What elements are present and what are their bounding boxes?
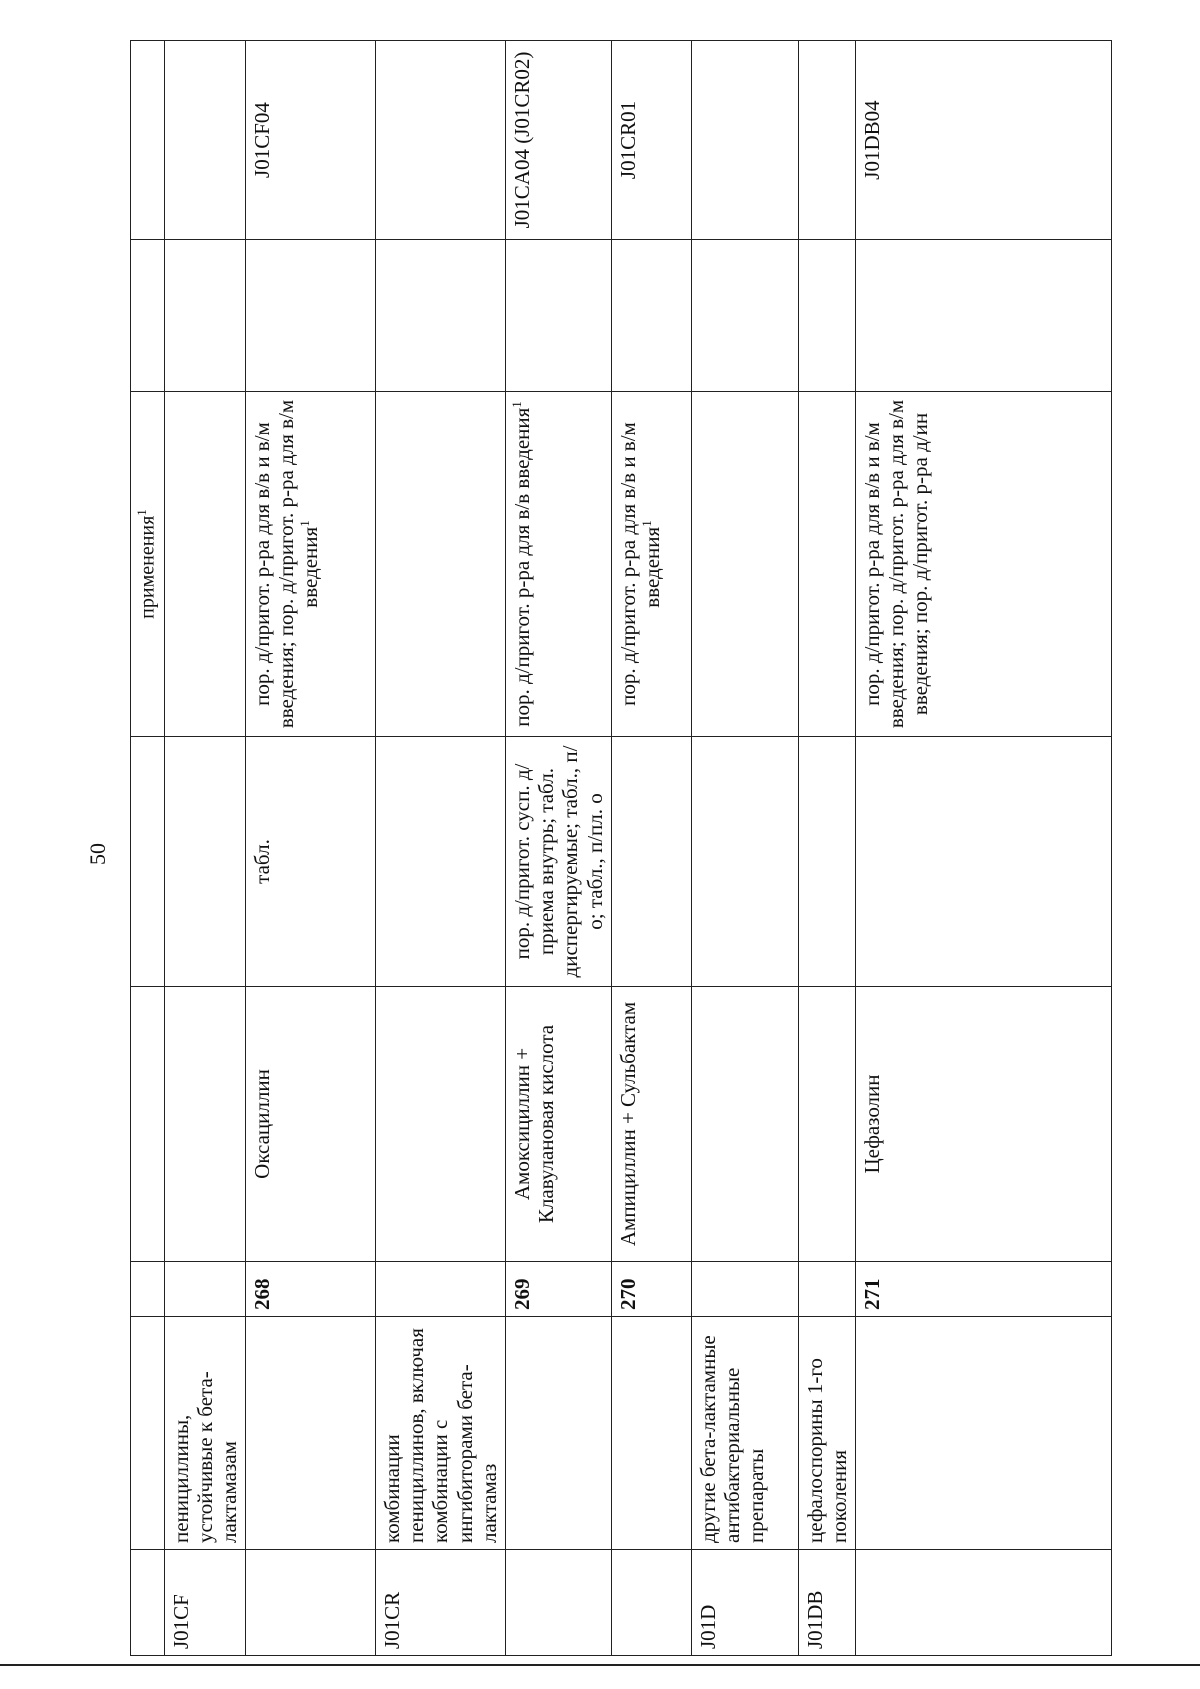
group-name: пенициллины, устойчивые к бета-лактамазам (164, 1317, 245, 1550)
table-row (506, 41, 612, 1656)
drug-name (691, 987, 798, 1262)
header-cell (131, 240, 165, 392)
forms-hospital: пор. д/пригот. р-ра для в/в и в/м введения; пор. д/пригот. р-ра для в/м введения$^1$ (246, 392, 376, 737)
atc-code (798, 41, 855, 240)
atc-code: J01CF04 (246, 41, 376, 240)
atc-code: J01DB04 (855, 41, 1111, 240)
item-number (376, 1262, 506, 1317)
table-row (164, 41, 245, 1656)
atc-code: J01CA04 (J01CR02) (506, 41, 612, 240)
note (855, 240, 1111, 392)
atc-code (691, 41, 798, 240)
group-name (506, 1317, 612, 1550)
atc-group-code: J01D (691, 1550, 798, 1656)
atc-group-code: J01DB (798, 1550, 855, 1656)
header-cell (131, 1550, 165, 1656)
table-header-row (131, 41, 165, 1656)
group-name (611, 1317, 691, 1550)
forms-general (798, 737, 855, 987)
table-row (376, 41, 506, 1656)
drug-list-table (130, 40, 1112, 1656)
table-row (691, 41, 798, 1656)
item-number: 268 (246, 1262, 376, 1317)
document-table-rotated (130, 41, 1093, 1656)
header-cell-forms-of-use: применения$^1$ (131, 392, 165, 737)
atc-group-code (246, 1550, 376, 1656)
drug-name (798, 987, 855, 1262)
atc-group-code: J01CR (376, 1550, 506, 1656)
forms-general: табл. (246, 737, 376, 987)
atc-group-code: J01CF (164, 1550, 245, 1656)
forms-general: пор. д/пригот. сусп. д/приема внутрь; табл. диспергируемые; табл., п/о; табл., п/пл. о (506, 737, 612, 987)
forms-hospital: пор. д/пригот. р-ра для в/в введения$^1$ (506, 392, 612, 737)
forms-general (376, 737, 506, 987)
note (246, 240, 376, 392)
atc-group-code (611, 1550, 691, 1656)
table-row (855, 41, 1111, 1656)
group-name: цефалоспорины 1-го поколения (798, 1317, 855, 1550)
note (376, 240, 506, 392)
forms-hospital (376, 392, 506, 737)
atc-code (164, 41, 245, 240)
header-cell (131, 987, 165, 1262)
drug-name: Амоксициллин + Клавулановая кислота (506, 987, 612, 1262)
note (691, 240, 798, 392)
item-number: 271 (855, 1262, 1111, 1317)
atc-code (376, 41, 506, 240)
header-cell (131, 41, 165, 240)
page-number: 50 (85, 843, 110, 865)
item-number: 270 (611, 1262, 691, 1317)
forms-general (164, 737, 245, 987)
forms-general (691, 737, 798, 987)
header-cell (131, 737, 165, 987)
header-cell (131, 1317, 165, 1550)
drug-name: Оксациллин (246, 987, 376, 1262)
table-row (798, 41, 855, 1656)
drug-name (164, 987, 245, 1262)
table-row (246, 41, 376, 1656)
table-row (611, 41, 691, 1656)
group-name (855, 1317, 1111, 1550)
forms-hospital: пор. д/пригот. р-ра для в/в и в/м введения; пор. д/пригот. р-ра для в/м введения; пор. д/пригот. р-ра д/ин (855, 392, 1111, 737)
note (164, 240, 245, 392)
group-name (246, 1317, 376, 1550)
footer-rule (0, 1664, 1200, 1666)
forms-general (855, 737, 1111, 987)
forms-hospital: пор. д/пригот. р-ра для в/в и в/м введения$^1$ (611, 392, 691, 737)
group-name: другие бета-лактамные антибактериальные препараты (691, 1317, 798, 1550)
note (506, 240, 612, 392)
forms-hospital (691, 392, 798, 737)
drug-name: Цефазолин (855, 987, 1111, 1262)
header-cell (131, 1262, 165, 1317)
note (611, 240, 691, 392)
group-name: комбинации пенициллинов, включая комбинации с ингибиторами бета-лактамаз (376, 1317, 506, 1550)
atc-group-code (506, 1550, 612, 1656)
item-number (798, 1262, 855, 1317)
note (798, 240, 855, 392)
item-number (164, 1262, 245, 1317)
forms-hospital (798, 392, 855, 737)
atc-code: J01CR01 (611, 41, 691, 240)
forms-hospital (164, 392, 245, 737)
drug-name (376, 987, 506, 1262)
drug-name: Ампициллин + Сульбактам (611, 987, 691, 1262)
atc-group-code (855, 1550, 1111, 1656)
forms-general (611, 737, 691, 987)
item-number: 269 (506, 1262, 612, 1317)
item-number (691, 1262, 798, 1317)
